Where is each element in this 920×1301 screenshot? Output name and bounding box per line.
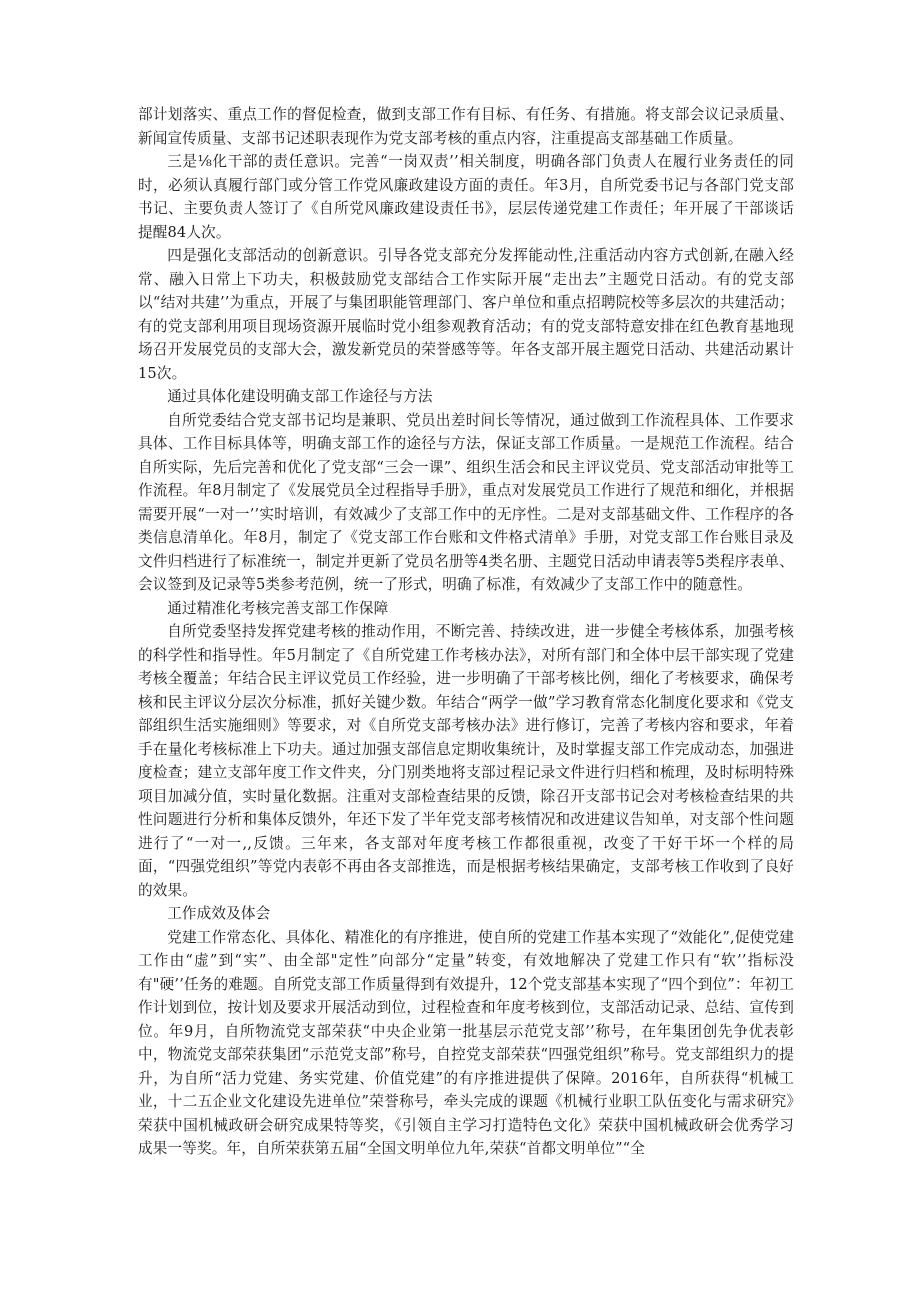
paragraph-continuation: 部计划落实、重点工作的督促检查，做到支部工作有目标、有任务、有措施。将支部会议记录质量、新闻宣传质量、支部书记述职表现作为党支部考核的重点内容，注重提高支部基础工作质量。 bbox=[138, 106, 794, 147]
paragraph-innovation: 四是强化支部活动的创新意识。引导各党支部充分发挥能动性,注重活动内容方式创新,在融入经常、融入日常上下功夫，积极鼓励党支部结合工作实际开展“走出去”主题党日活动。有的党支部以“结对共建’’为重点，开展了与集团职能管理部门、客户单位和重点招聘院校等多层次的共建活动；有的党支部利用项目现场资源开展临时党小组参观教育活动；有的党支部特意安排在红色教育基地现场召开发展党员的支部大会，激发新党员的荣誉感等等。年各支部开展主题党日活动、共建活动累计15次。 bbox=[138, 247, 794, 382]
section-heading-concretization: 通过具体化建设明确支部工作途径与方法 bbox=[167, 388, 433, 405]
paragraph-assessment: 自所党委坚持发挥党建考核的推动作用，不断完善、持续改进，进一步健全考核体系，加强考核的科学性和指导性。年5月制定了《自所党建工作考核办法》，对所有部门和全体中层干部实现了党建考核全覆盖；年结合民主评议党员工作经验，进一步明确了干部考核比例，细化了考核要求，确保考核和民主评议分层次分标准，抓好关键少数。年结合“两学一做”学习教育常态化制度化要求和《党支部组织生活实施细则》等要求，对《自所党支部考核办法》进行修订，完善了考核内容和要求，年着手在量化考核标准上下功夫。通过加强支部信息定期收集统计，及时掌握支部工作完成动态，加强进度检查；建立支部年度工作文件夹，分门别类地将支部过程记录文件进行归档和梳理，及时标明特殊项目加减分值，实时量化数据。注重对支部检查结果的反馈，除召开支部书记会对考核检查结果的共性问题进行分析和集体反馈外，年还下发了半年党支部考核情况和改进建议告知单，对支部个性问题进行了“一对一,,反馈。三年来，各支部对年度考核工作都很重视，改变了干好干坏一个样的局面，“四强党组织”等党内表彰不再由各支部推选，而是根据考核结果确定，支部考核工作收到了良好的效果。 bbox=[138, 623, 794, 899]
paragraph-concretization: 自所党委结合党支部书记均是兼职、党员出差时间长等情况，通过做到工作流程具体、工作要求具体、工作目标具体等，明确支部工作的途径与方法，保证支部工作质量。一是规范工作流程。结合自所实际，先后完善和优化了党支部“三会一课”、组织生活会和民主评议党员、党支部活动审批等工作流程。年8月制定了《发展党员全过程指导手册》，重点对发展党员工作进行了规范和细化，并根据需要开展“一对一’’实时培训，有效减少了支部工作中的无序性。二是对支部基础文件、工作程序的各类信息清单化。年8月，制定了《党支部工作台账和文件格式清单》手册，对党支部工作台账目录及文件归档进行了标准统一，制定并更新了党员名册等4类名册、主题党日活动申请表等5类程序表单、会议签到及记录等5类参考范例，统一了形式，明确了标准，有效减少了支部工作中的随意性。 bbox=[138, 411, 794, 593]
section-heading-results: 工作成效及体会 bbox=[167, 905, 271, 922]
document-body bbox=[138, 103, 794, 1161]
paragraph-responsibility: 三是⅛化干部的责任意识。完善“一岗双责’’相关制度，明确各部门负责人在履行业务责任的同时，必须认真履行部门或分管工作党风廉政建设方面的责任。年3月，自所党委书记与各部门党支部书记、主要负责人签订了《自所党风廉政建设责任书》，层层传递党建工作责任；年开展了干部谈话提醒84人次。 bbox=[138, 153, 794, 241]
paragraph-results: 党建工作常态化、具体化、精准化的有序推进，使自所的党建工作基本实现了“效能化”,促使党建工作由“虚”到“实”、由全部"定性”向部分“定量”转变，有效地解决了党建工作只有“软’’指标没有"硬’’任务的难题。自所党支部工作质量得到有效提升，12个党支部基本实现了“四个到位”：年初工作计划到位，按计划及要求开展活动到位，过程检查和年度考核到位，支部活动记录、总结、宣传到位。年9月，自所物流党支部荣获“中央企业第一批基层示范党支部’’称号，在年集团创先争优表彰中，物流党支部荣获集团“示范党支部”称号，自控党支部荣获“四强党组织”称号。党支部组织力的提升，为自所“活力党建、务实党建、价值党建”的有序推进提供了保障。2016年，自所获得“机械工业，十二五企业文化建设先进单位”荣誉称号，牵头完成的课题《机械行业职工队伍变化与需求研究》荣获中国机械政研会研究成果特等奖，《引领自主学习打造特色文化》荣获中国机械政研会优秀学习成果一等奖。年，自所荣获第五届“全国文明单位九年,荣获“首都文明单位”“全 bbox=[138, 928, 794, 1157]
section-heading-assessment: 通过精准化考核完善支部工作保障 bbox=[167, 599, 389, 617]
